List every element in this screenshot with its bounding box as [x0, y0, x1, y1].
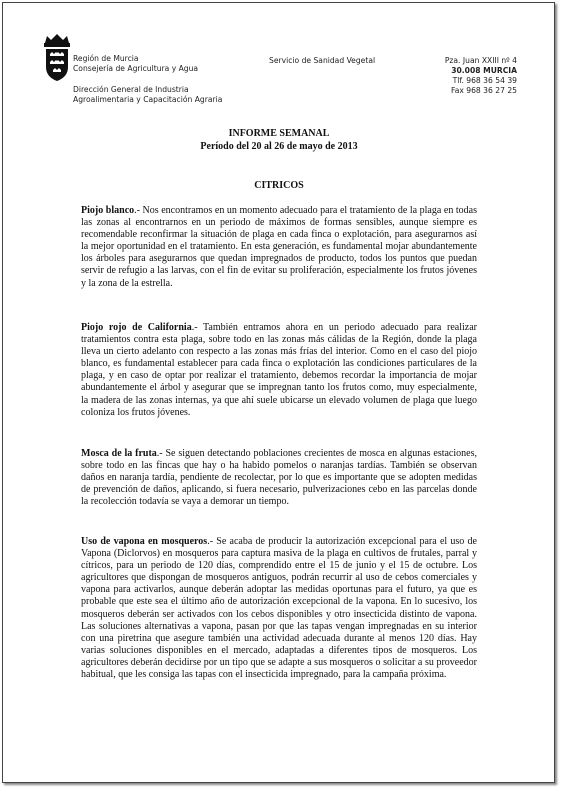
- paragraph-mosca-fruta: [81, 448, 477, 508]
- paragraph-text: .- También entramos ahora en un periodo adecuado para realizar tratamientos contra esta plaga, sobre todo en las zonas más cálidas de la Región, donde la plaga lleva un cierto adelanto con respecto a las zonas más frías del interior. Como en el caso del piojo blanco, es fundamental establecer para cada finca o explotación las condiciones particulares de la plaga, y en caso de optar por realizar el tratamiento, debemos recordar la importancia de mojar abundantemente el árbol y asegurar que se impregnan tanto los frutos como, muy especialmente, la madera de las zonas internas, ya que ahí suele ubicarse un elevado volumen de plaga que luego coloniza los frutos jóvenes.: [81, 322, 477, 418]
- paragraph-piojo-blanco: [81, 205, 477, 290]
- paragraph-heading: Uso de vapona en mosqueros: [81, 536, 208, 547]
- paragraph-text: .- Se siguen detectando poblaciones crecientes de mosca en algunas estaciones, sobre todo en las fincas que hay o ha habido pomelos o naranjas tardías. También se observan daños en naranja tardía, pendiente de recolectar, por lo que es importante que se adopten medidas de prevención de daños, aplicando, si fuera necesario, pulverizaciones cebo en las parcelas donde la recolección todavía se vaya a demorar un tiempo.: [81, 448, 477, 508]
- paragraph-heading: Piojo blanco: [81, 205, 135, 216]
- header-directorate: [73, 85, 222, 105]
- paragraph-heading: Mosca de la fruta: [81, 448, 157, 459]
- header-institution: [73, 54, 198, 74]
- paragraph-vapona: [81, 536, 477, 681]
- header-region: Región de Murcia: [73, 54, 139, 63]
- header-directorate-line2: Agroalimentaria y Capacitación Agraria: [73, 95, 223, 104]
- header-ministry: Consejería de Agricultura y Agua: [73, 64, 199, 73]
- header-fax: Fax 968 36 27 25: [451, 86, 517, 95]
- document-page: [2, 2, 555, 783]
- paragraph-heading: Piojo rojo de California: [81, 322, 192, 333]
- report-period: Período del 20 al 26 de mayo de 2013: [200, 141, 358, 152]
- region-crest-logo: [41, 33, 73, 95]
- report-title: INFORME SEMANAL: [228, 128, 330, 139]
- paragraph-text: .- Se acaba de producir la autorización excepcional para el uso de Vapona (Diclorvos) en mosqueros para captura masiva de la plaga en cultivos de frutales, parral y cítricos, para un periodo de 120 días, comprendido entre el 15 de junio y el 15 de octubre. Los agricultores que dispongan de mosqueros antiguos, podrán recurrir al uso de cebos comerciales y vapona para activarlos, aunque deberán adoptar las medidas oportunas para el futuro, ya que es probable que este sea el último año de autorización excepcional de la vapona. En lo sucesivo, los mosqueros deberán ser activados con los cebos disponibles y otro insecticida distinto de vapona. Las soluciones alternativas a vapona, pasan por que las tapas vengan impregnadas en su interior con una piretrina que asegure también una actividad adecuada durante al menos 120 días. Hay varias soluciones disponibles en el mercado, adaptadas a diferentes tipos de mosqueros. Los agricultores deberán decidirse por un tipo que se adapte a sus mosqueros o solicitar a su proveedor habitual, que les consiga las tapas con el insecticida impregnado, para la campaña próxima.: [81, 536, 477, 681]
- header-service: Servicio de Sanidad Vegetal: [269, 56, 376, 65]
- header-address: [411, 56, 517, 96]
- paragraph-piojo-rojo: [81, 322, 477, 419]
- section-title: CITRICOS: [254, 180, 304, 191]
- header-phone: Tlf. 968 36 54 39: [452, 76, 517, 85]
- paragraph-text: .- Nos encontramos en un momento adecuado para el tratamiento de la plaga en todas las zonas al encontrarnos en un periodo de máximos de formas sensibles, aunque siempre es recomendable reconfirmar la situación de plaga en cada finca o explotación, para asegurarnos así la mejor oportunidad en el tratamiento. En esta generación, es fundamental mojar abundantemente los árboles para asegurarnos que quedan impregnados de producto, todos los puntos que puedan servir de refugio a las larvas, con el fin de evitar su proliferación, especialmente los frutos jóvenes y la zona de la estrella.: [81, 205, 477, 289]
- header-directorate-line1: Dirección General de Industria: [73, 85, 189, 94]
- header-postcode: 30.008 MURCIA: [451, 66, 517, 75]
- header-street: Pza. Juan XXIII nº 4: [444, 56, 517, 65]
